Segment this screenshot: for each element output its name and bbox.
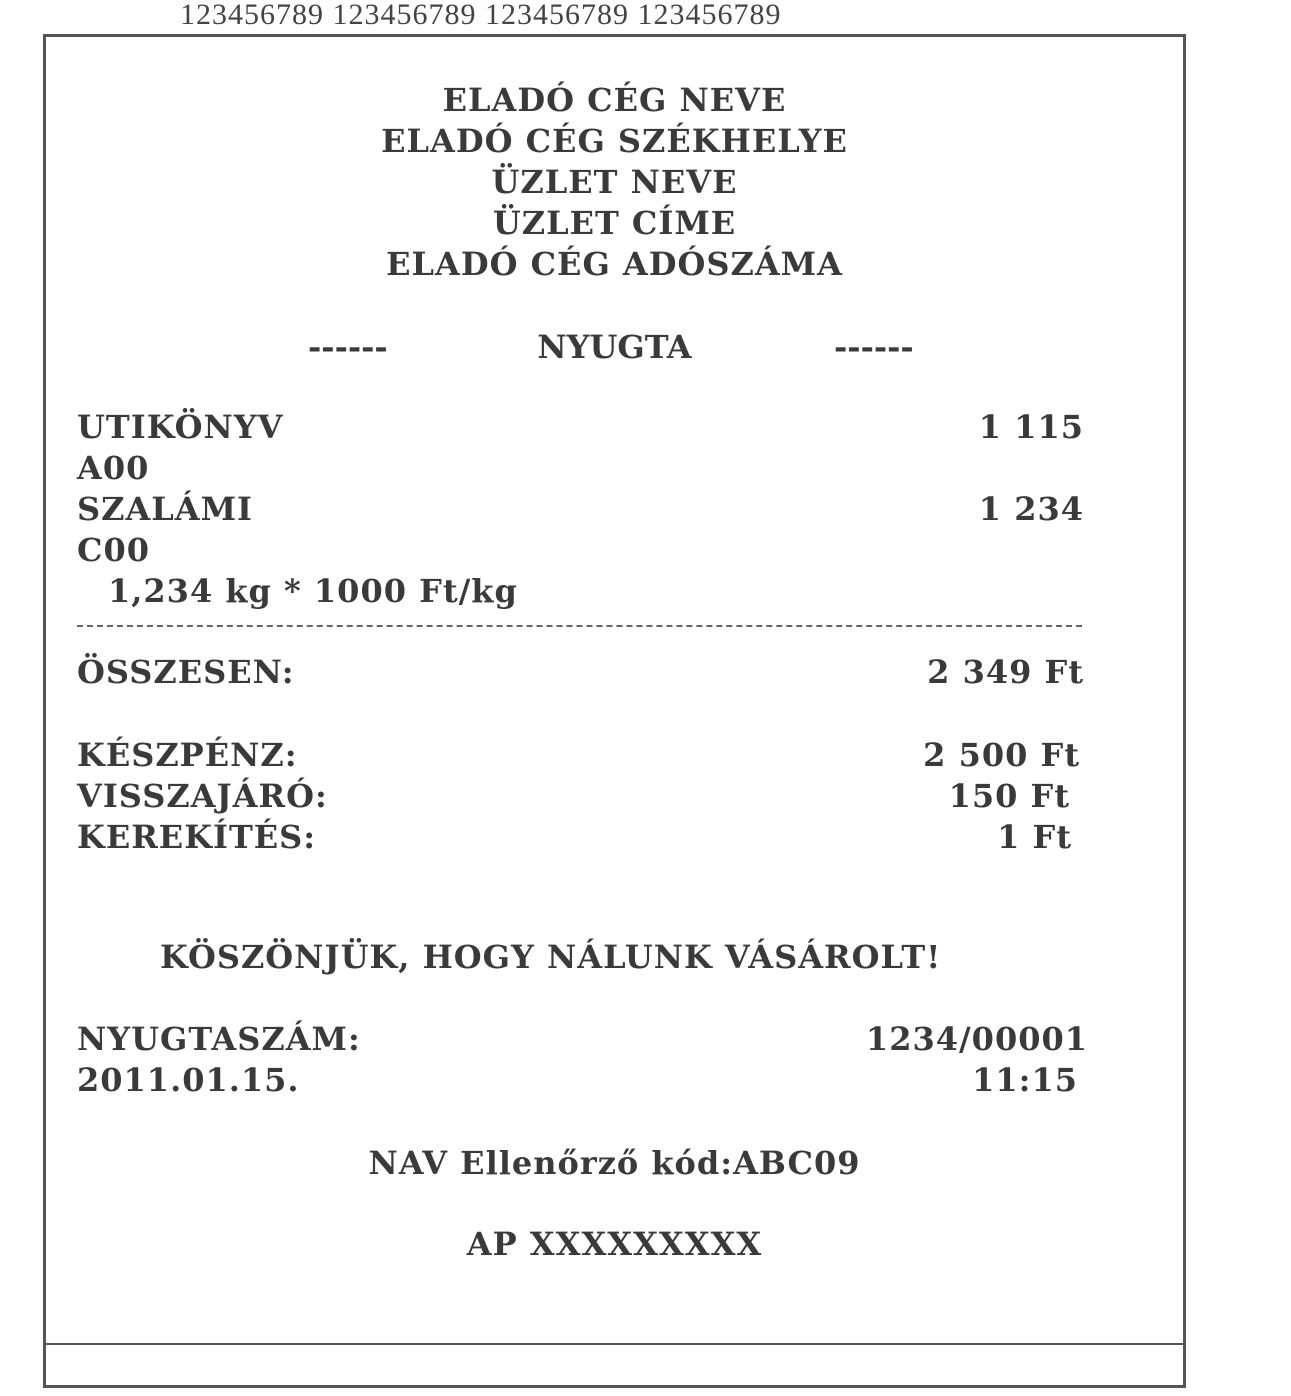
thank-you-message: KÖSZÖNJÜK, HOGY NÁLUNK VÁSÁROLT!: [160, 938, 942, 976]
receipt-title: NYUGTA: [537, 328, 692, 366]
change-value: 150 Ft: [948, 777, 1070, 815]
change-label: VISSZAJÁRÓ:: [77, 777, 328, 815]
cash-label: KÉSZPÉNZ:: [77, 736, 298, 774]
receipt-time: 11:15: [972, 1061, 1078, 1099]
item-name: SZALÁMI: [77, 490, 254, 528]
tax-number: ELADÓ CÉG ADÓSZÁMA: [386, 245, 843, 283]
nav-control-code: NAV Ellenőrző kód:ABC09: [368, 1144, 861, 1182]
company-name: ELADÓ CÉG NEVE: [442, 81, 787, 119]
item-amount: 1 234: [978, 490, 1084, 528]
rounding-value: 1 Ft: [997, 818, 1072, 856]
total-value: 2 349 Ft: [927, 653, 1084, 691]
receipt: [43, 34, 1186, 1345]
title-dash-left: ------: [308, 328, 388, 366]
cash-value: 2 500 Ft: [923, 736, 1080, 774]
receipt-number-label: NYUGTASZÁM:: [77, 1020, 361, 1058]
item-weight-detail: 1,234 kg * 1000 Ft/kg: [108, 572, 518, 610]
separator-line: [77, 625, 1082, 627]
item-code: C00: [77, 531, 150, 569]
title-dash-right: ------: [834, 328, 914, 366]
rounding-label: KEREKÍTÉS:: [77, 818, 317, 856]
item-name: UTIKÖNYV: [77, 408, 284, 446]
column-ruler: 123456789 123456789 123456789 123456789: [180, 0, 782, 31]
shop-address: ÜZLET CÍME: [492, 204, 737, 242]
total-label: ÖSSZESEN:: [77, 653, 295, 691]
company-seat: ELADÓ CÉG SZÉKHELYE: [381, 122, 848, 160]
shop-name: ÜZLET NEVE: [491, 163, 738, 201]
item-amount: 1 115: [978, 408, 1084, 446]
ap-code: AP XXXXXXXXX: [466, 1225, 763, 1263]
item-code: A00: [77, 449, 150, 487]
receipt-number-value: 1234/00001: [865, 1020, 1088, 1058]
receipt-title-row: [46, 327, 1183, 367]
receipt-footer-box: [43, 1342, 1186, 1388]
receipt-date: 2011.01.15.: [77, 1061, 300, 1099]
